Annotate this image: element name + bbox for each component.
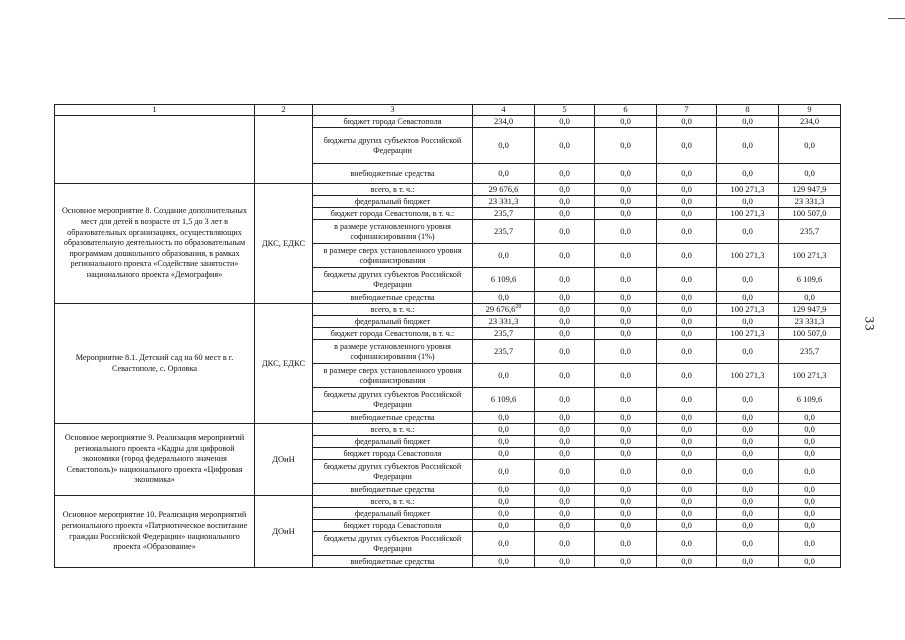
amount-cell: 0,0 [595,304,657,316]
amount-cell: 235,7 [779,220,841,244]
amount-cell: 0,0 [657,412,717,424]
funding-source: в размере установленного уровня софинансирования (1%) [313,220,473,244]
amount-cell: 0,0 [779,508,841,520]
amount-cell: 0,0 [595,364,657,388]
amount-cell: 235,7 [473,208,535,220]
amount-cell: 0,0 [473,412,535,424]
amount-cell: 0,0 [717,292,779,304]
amount-cell: 0,0 [535,292,595,304]
funding-source: внебюджетные средства [313,292,473,304]
funding-source: в размере установленного уровня софинансирования (1%) [313,340,473,364]
footnote-marker: 20 [515,304,522,311]
funding-source: бюджет города Севастополя, в т. ч.: [313,208,473,220]
column-header-row [55,105,841,116]
amount-cell: 0,0 [535,484,595,496]
amount-cell: 0,0 [595,244,657,268]
amount-cell: 0,0 [779,556,841,568]
amount-cell: 0,0 [717,556,779,568]
amount-cell: 0,0 [717,116,779,128]
amount-cell: 0,0 [657,208,717,220]
funding-source: в размере сверх установленного уровня софинансирования [313,244,473,268]
amount-cell: 129 947,9 [779,304,841,316]
amount-cell: 100 271,3 [717,244,779,268]
amount-cell: 0,0 [657,316,717,328]
amount-cell: 0,0 [779,460,841,484]
amount-cell: 0,0 [473,556,535,568]
amount-cell: 0,0 [657,128,717,164]
column-header: 5 [535,105,595,116]
amount-cell: 23 331,3 [779,316,841,328]
amount-cell: 100 271,3 [717,304,779,316]
amount-cell: 0,0 [717,508,779,520]
funding-source: бюджет города Севастополя [313,520,473,532]
column-header: 9 [779,105,841,116]
amount-cell: 100 271,3 [779,364,841,388]
funding-source: бюджеты других субъектов Российской Федерации [313,532,473,556]
amount-cell: 23 331,3 [473,316,535,328]
amount-cell: 0,0 [473,424,535,436]
amount-cell: 0,0 [473,164,535,184]
amount-cell: 0,0 [535,220,595,244]
table-row [55,496,841,508]
activity-description: Основное мероприятие 8. Создание дополнительных мест для детей в возрасте от 1,5 до 3 лет в образовательных организациях, осуществляющих образовательную деятельность по образовательным программам дошкольного образования, в рамках регионального проекта «Содействие занятости» национального проекта «Демография» [55,184,255,304]
amount-cell: 0,0 [473,244,535,268]
amount-cell: 0,0 [473,364,535,388]
amount-cell: 0,0 [535,340,595,364]
amount-cell: 0,0 [595,268,657,292]
amount-cell: 0,0 [473,448,535,460]
amount-cell: 0,0 [717,424,779,436]
amount-cell: 0,0 [535,424,595,436]
amount-cell: 234,0 [779,116,841,128]
funding-source: всего, в т. ч.: [313,184,473,196]
amount-cell: 0,0 [657,436,717,448]
amount-cell: 0,0 [473,496,535,508]
amount-cell: 0,0 [473,292,535,304]
amount-cell: 0,0 [657,244,717,268]
amount-cell: 6 109,6 [473,268,535,292]
funding-source: бюджет города Севастополя [313,448,473,460]
amount-cell: 0,0 [535,184,595,196]
column-header: 7 [657,105,717,116]
amount-cell: 0,0 [595,436,657,448]
page-number: 33 [862,316,878,332]
amount-cell: 0,0 [779,128,841,164]
funding-source: в размере сверх установленного уровня софинансирования [313,364,473,388]
amount-cell: 0,0 [657,292,717,304]
table-row [55,184,841,196]
amount-cell: 0,0 [717,532,779,556]
amount-cell: 29 676,6 [473,184,535,196]
amount-cell: 0,0 [535,448,595,460]
funding-source: всего, в т. ч.: [313,496,473,508]
amount-cell: 0,0 [779,292,841,304]
funding-source: внебюджетные средства [313,556,473,568]
amount-cell: 0,0 [595,532,657,556]
activity-description: Основное мероприятие 10. Реализация мероприятий регионального проекта «Патриотическое воспитание граждан Российской Федерации» национального проекта «Образование» [55,496,255,568]
amount-cell: 0,0 [535,508,595,520]
amount-cell: 0,0 [595,328,657,340]
responsible-executor: ДОиН [255,496,313,568]
amount-cell: 0,0 [535,116,595,128]
amount-cell: 100 271,3 [717,364,779,388]
funding-source: внебюджетные средства [313,412,473,424]
amount-cell: 0,0 [717,520,779,532]
amount-cell: 0,0 [657,340,717,364]
amount-cell: 0,0 [779,484,841,496]
funding-source: федеральный бюджет [313,436,473,448]
amount-cell: 0,0 [595,340,657,364]
amount-cell: 0,0 [473,128,535,164]
amount-cell: 0,0 [535,268,595,292]
amount-cell: 0,0 [473,532,535,556]
amount-cell: 0,0 [535,316,595,328]
amount-cell: 0,0 [717,268,779,292]
amount-cell: 6 109,6 [779,268,841,292]
amount-cell: 0,0 [657,424,717,436]
amount-cell: 0,0 [657,388,717,412]
amount-cell: 0,0 [535,496,595,508]
activity-description: Мероприятие 8.1. Детский сад на 60 мест в г. Севастополе, с. Орловка [55,304,255,424]
amount-cell: 0,0 [595,316,657,328]
amount-cell: 0,0 [779,412,841,424]
amount-cell: 0,0 [717,388,779,412]
amount-cell: 100 507,0 [779,328,841,340]
amount-cell: 0,0 [595,412,657,424]
amount-cell: 0,0 [595,184,657,196]
amount-cell: 0,0 [657,304,717,316]
funding-source: бюджеты других субъектов Российской Федерации [313,268,473,292]
amount-cell: 129 947,9 [779,184,841,196]
table-row [55,424,841,436]
amount-cell: 0,0 [779,532,841,556]
amount-cell: 0,0 [657,508,717,520]
amount-cell: 0,0 [595,196,657,208]
amount-cell: 0,0 [595,208,657,220]
funding-source: федеральный бюджет [313,196,473,208]
funding-source: бюджеты других субъектов Российской Федерации [313,388,473,412]
amount-cell: 0,0 [535,520,595,532]
amount-cell: 0,0 [535,532,595,556]
amount-cell: 0,0 [717,196,779,208]
amount-cell: 0,0 [595,508,657,520]
responsible-executor: ДОиН [255,424,313,496]
amount-cell: 0,0 [473,484,535,496]
amount-cell: 0,0 [657,364,717,388]
amount-cell: 0,0 [535,196,595,208]
amount-cell: 0,0 [535,412,595,424]
amount-cell: 0,0 [535,304,595,316]
amount-cell: 0,0 [595,292,657,304]
amount-cell: 100 271,3 [717,184,779,196]
amount-cell: 0,0 [717,484,779,496]
column-header: 6 [595,105,657,116]
amount-cell: 0,0 [473,508,535,520]
responsible-executor: ДКС, ЕДКС [255,304,313,424]
amount-cell: 0,0 [535,164,595,184]
funding-source: бюджет города Севастополя [313,116,473,128]
amount-cell: 234,0 [473,116,535,128]
amount-cell: 0,0 [657,460,717,484]
funding-source: бюджеты других субъектов Российской Федерации [313,460,473,484]
amount-cell: 0,0 [657,448,717,460]
amount-cell: 0,0 [717,448,779,460]
amount-cell: 235,7 [779,340,841,364]
amount-cell: 0,0 [657,268,717,292]
amount-cell: 23 331,3 [779,196,841,208]
amount-cell: 0,0 [595,448,657,460]
amount-cell: 0,0 [595,388,657,412]
column-header: 3 [313,105,473,116]
amount-cell: 0,0 [595,496,657,508]
amount-cell: 0,0 [779,424,841,436]
amount-cell: 0,0 [595,128,657,164]
amount-cell: 0,0 [717,436,779,448]
amount-cell: 0,0 [595,520,657,532]
amount-cell: 0,0 [657,184,717,196]
amount-cell: 0,0 [717,164,779,184]
amount-cell: 0,0 [595,424,657,436]
funding-source: внебюджетные средства [313,164,473,184]
amount-cell: 100 271,3 [717,208,779,220]
amount-cell: 0,0 [473,520,535,532]
amount-cell: 0,0 [779,520,841,532]
amount-cell: 0,0 [717,460,779,484]
amount-cell: 0,0 [657,328,717,340]
amount-cell: 0,0 [779,496,841,508]
amount-cell: 0,0 [717,128,779,164]
amount-cell: 6 109,6 [473,388,535,412]
amount-cell [473,304,535,316]
top-edge-line [888,18,905,19]
amount-cell: 0,0 [657,484,717,496]
amount-cell: 0,0 [535,328,595,340]
amount-cell: 0,0 [717,220,779,244]
column-header: 1 [55,105,255,116]
amount-cell: 0,0 [535,208,595,220]
amount-cell: 0,0 [657,116,717,128]
amount-cell: 6 109,6 [779,388,841,412]
funding-source: всего, в т. ч.: [313,304,473,316]
amount-cell: 100 507,0 [779,208,841,220]
amount-cell: 0,0 [595,220,657,244]
amount-cell: 0,0 [535,244,595,268]
amount-cell: 100 271,3 [779,244,841,268]
amount-cell: 0,0 [779,164,841,184]
amount-cell: 0,0 [779,436,841,448]
amount-cell: 0,0 [717,316,779,328]
amount-cell: 235,7 [473,340,535,364]
amount-cell: 0,0 [535,556,595,568]
amount-cell: 23 331,3 [473,196,535,208]
amount-cell: 235,7 [473,220,535,244]
amount-cell: 0,0 [717,496,779,508]
responsible-executor: ДКС, ЕДКС [255,184,313,304]
activity-description [55,116,255,184]
funding-source: всего, в т. ч.: [313,424,473,436]
column-header: 8 [717,105,779,116]
amount-cell: 0,0 [657,556,717,568]
amount-cell: 0,0 [595,460,657,484]
budget-table-body [55,105,841,568]
amount-cell: 0,0 [535,128,595,164]
amount-cell: 0,0 [657,164,717,184]
amount-cell: 0,0 [473,460,535,484]
column-header: 4 [473,105,535,116]
column-header: 2 [255,105,313,116]
amount-cell: 0,0 [657,196,717,208]
amount-cell: 0,0 [535,388,595,412]
funding-source: бюджеты других субъектов Российской Федерации [313,128,473,164]
table-row [55,304,841,316]
amount-cell: 0,0 [657,532,717,556]
amount-cell: 0,0 [595,556,657,568]
activity-description: Основное мероприятие 9. Реализация мероприятий регионального проекта «Кадры для цифровой экономики (город федерального значения Севастополь)» национального проекта «Цифровая экономика» [55,424,255,496]
amount-cell: 0,0 [595,484,657,496]
funding-source: бюджет города Севастополя, в т. ч.: [313,328,473,340]
table-row [55,116,841,128]
amount-cell: 0,0 [535,364,595,388]
amount-cell: 0,0 [657,520,717,532]
funding-source: внебюджетные средства [313,484,473,496]
amount-cell: 0,0 [595,116,657,128]
amount-cell: 0,0 [535,460,595,484]
amount-cell: 100 271,3 [717,328,779,340]
amount-cell: 0,0 [779,448,841,460]
amount-cell: 0,0 [657,496,717,508]
amount-cell: 0,0 [473,436,535,448]
amount-cell: 235,7 [473,328,535,340]
funding-source: федеральный бюджет [313,508,473,520]
amount-cell: 0,0 [595,164,657,184]
funding-source: федеральный бюджет [313,316,473,328]
responsible-executor [255,116,313,184]
amount-cell: 0,0 [535,436,595,448]
amount-value: 29 676,6 [485,304,516,315]
amount-cell: 0,0 [657,220,717,244]
amount-cell: 0,0 [717,412,779,424]
amount-cell: 0,0 [717,340,779,364]
budget-table [54,104,841,568]
